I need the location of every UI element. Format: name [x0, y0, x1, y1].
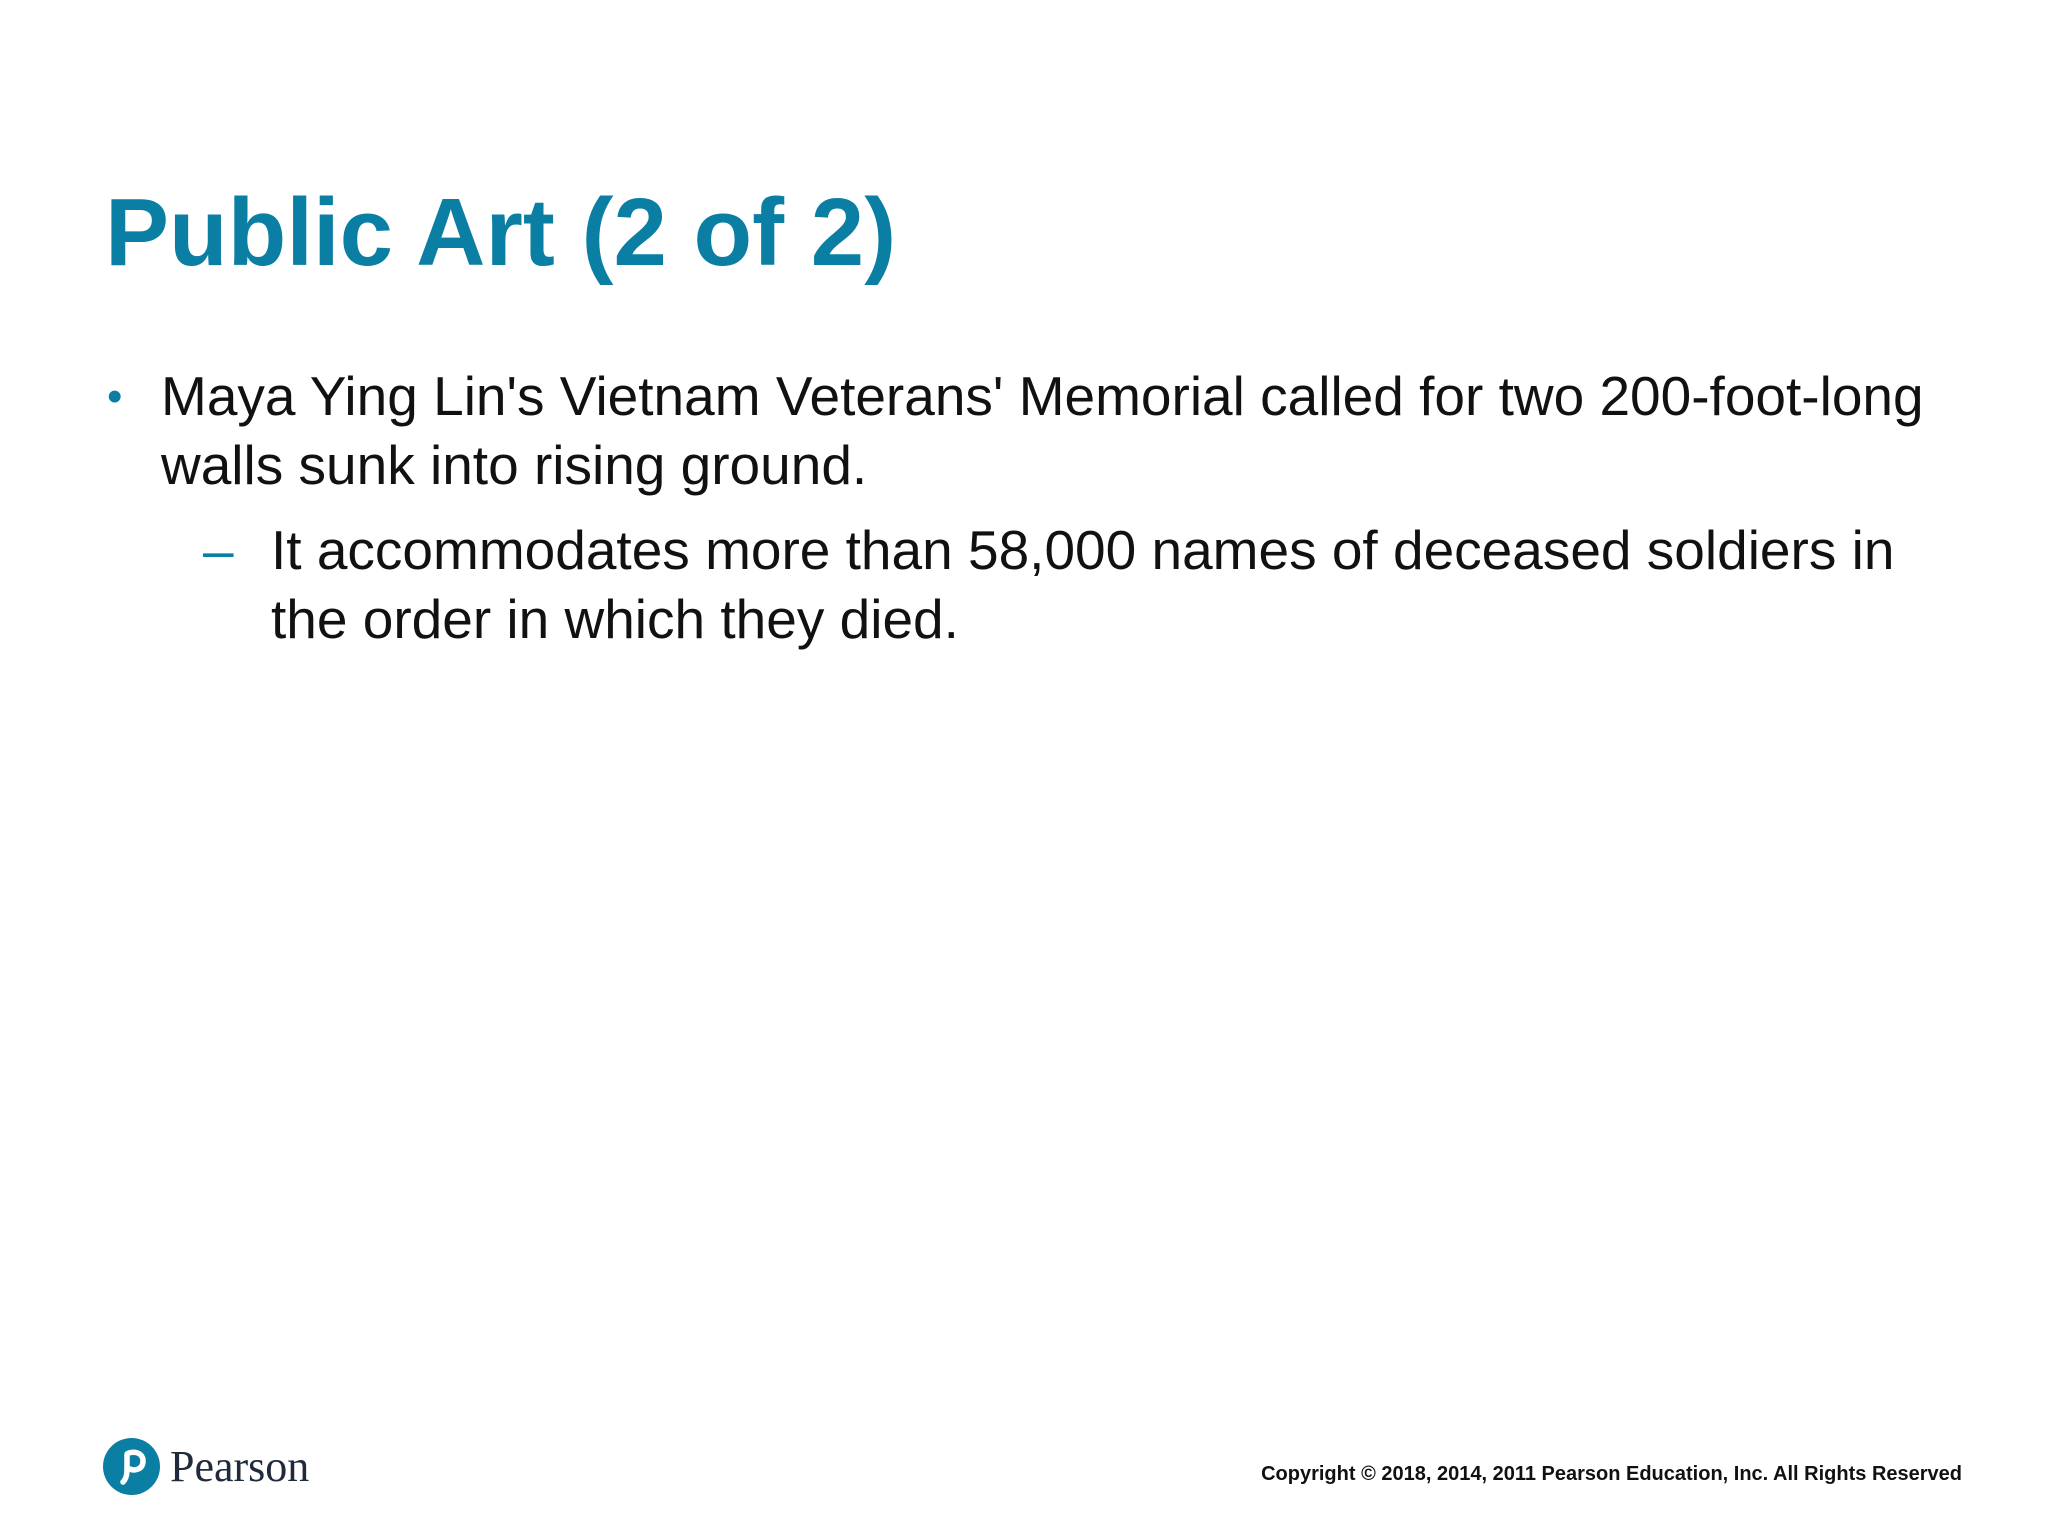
sub-bullet-item	[203, 516, 1985, 654]
sub-bullet-text: It accommodates more than 58,000 names of deceased soldiers in the order in which they died.	[271, 519, 1895, 650]
bullet-text: Maya Ying Lin's Vietnam Veterans' Memorial called for two 200-foot-long walls sunk into rising ground.	[161, 365, 1924, 496]
logo-wordmark: Pearson	[170, 1441, 310, 1491]
pearson-logo	[103, 1438, 309, 1495]
pearson-p-icon	[103, 1438, 160, 1495]
copyright-notice: Copyright © 2018, 2014, 2011 Pearson Education, Inc. All Rights Reserved	[1261, 1463, 1962, 1485]
bullet-marker: •	[107, 372, 123, 421]
sub-bullet-marker: –	[203, 519, 234, 581]
bullet-item	[105, 362, 1985, 500]
bullet-list	[105, 362, 1985, 654]
page-title: Public Art (2 of 2)	[105, 179, 897, 286]
